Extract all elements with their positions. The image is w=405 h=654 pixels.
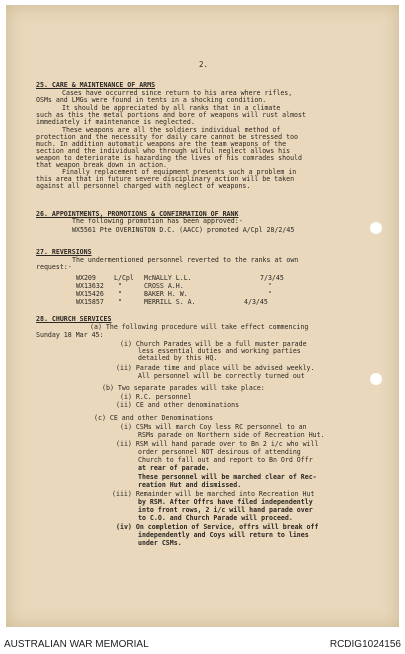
section-heading: 25. CARE & MAINTENANCE OF ARMS (36, 81, 156, 89)
table-cell: WX13632 (76, 282, 104, 290)
text-line: by RSM. After Offrs have filed independently (138, 498, 313, 506)
text-line: It should be appreciated by all ranks that in a climate (62, 104, 281, 112)
text-line: (iv) On completion of Service, offrs will break off (116, 523, 319, 531)
text-line: request:- (36, 263, 72, 271)
text-line: (i) R.C. personnel (120, 393, 192, 401)
text-line: reation Hut and dismissed. (138, 481, 242, 489)
text-line: These weapons are all the soldiers individual method of (62, 126, 281, 134)
text-line: OSMs and LMGs were found in tents in a shocking condition. (36, 96, 267, 104)
table-cell: BAKER H. W. (144, 290, 188, 298)
text-line: under CSMs. (138, 539, 182, 547)
text-line: less essential duties and working parties (138, 347, 301, 355)
table-cell: " (118, 298, 122, 306)
table-cell: WX15426 (76, 290, 104, 298)
text-line: Church to fall out and report to Bn Ord Offr (138, 456, 313, 464)
text-line: much. In addition automatic weapons are the team weapons of the (36, 140, 287, 148)
text-line: weapon to deteriorate is hazarding the lives of his comrades should (36, 154, 302, 162)
table-cell: " (268, 290, 272, 298)
text-line: (i) Church Parades will be a full muster parade (120, 340, 307, 348)
text-line: (b) Two separate parades will take place: (102, 384, 265, 392)
text-line: that weapon break down in action. (36, 161, 168, 169)
text-line: (ii) CE and other denominations (116, 401, 240, 409)
text-line: (c) CE and other Denominations (94, 414, 214, 422)
page-number: 2. (199, 60, 209, 69)
text-line: Sunday 18 Mar 45: (36, 331, 104, 339)
table-cell: McNALLY L.L. (144, 274, 192, 282)
text-line: into front rows, 2 i/c will hand parade over (138, 506, 313, 514)
text-line: (ii) RSM will hand parade over to Bn 2 i/c who will (116, 440, 319, 448)
section-heading: 26. APPOINTMENTS, PROMOTIONS & CONFIRMATION OF RANK (36, 210, 239, 218)
table-cell: L/Cpl (114, 274, 134, 282)
text-line: Cases have occurred since return to his area where rifles, (62, 89, 293, 97)
table-cell: CROSS A.H. (144, 282, 184, 290)
text-line: protection and the necessity for daily care cannot be stressed too (36, 133, 299, 141)
punch-hole (370, 222, 382, 234)
section-heading: 27. REVERSIONS (36, 248, 92, 256)
table-cell: " (118, 290, 122, 298)
table-cell: " (118, 282, 122, 290)
text-line: WX5561 Pte OVERINGTON D.C. (AACC) promoted A/Cpl 28/2/45 (72, 226, 295, 234)
footer-record-id: RCDIG1024156 (329, 639, 401, 650)
text-line: order personnel NOT desirous of attending (138, 448, 301, 456)
text-line: (a) The following procedure will take effect commencing (90, 323, 309, 331)
table-cell: 7/3/45 (260, 274, 284, 282)
document-page (6, 5, 399, 627)
text-line: detailed by this HQ. (138, 354, 218, 362)
section-heading: 28. CHURCH SERVICES (36, 315, 112, 323)
table-cell: WX15857 (76, 298, 104, 306)
text-line: (ii) Parade time and place will be advised weekly. (116, 364, 315, 372)
archive-footer (0, 637, 405, 654)
text-line: at rear of parade. (138, 464, 210, 472)
text-line: The undermentioned personnel reverted to the ranks at own (72, 256, 299, 264)
text-line: (i) CSMs will march Coy less RC personnel to an (120, 423, 307, 431)
text-line: to C.O. and Church Parade will proceed. (138, 514, 293, 522)
text-line: against all personnel charged with neglect of weapons. (36, 182, 251, 190)
text-line: The following promotion has been approved:- (72, 217, 243, 225)
table-cell: MERRILL S. A. (144, 298, 196, 306)
footer-source: AUSTRALIAN WAR MEMORIAL (4, 639, 149, 650)
text-line: (iii) Remainder will be marched into Recreation Hut (112, 490, 315, 498)
table-cell: WX209 (76, 274, 96, 282)
text-line: such as this the metal portions and bore of weapons will rust almost (36, 111, 306, 119)
table-cell: 4/3/45 (244, 298, 268, 306)
table-cell: " (268, 282, 272, 290)
text-line: These personnel will be marched clear of Rec- (138, 473, 317, 481)
text-line: section and the individual who through wilful neglect allows his (36, 147, 291, 155)
text-line: this area that in future severe disciplinary action will be taken (36, 175, 295, 183)
text-line: All personnel will be correctly turned out (138, 372, 305, 380)
text-line: Finally replacement of equipment presents such a problem in (62, 168, 297, 176)
text-line: independently and Coys will return to lines (138, 531, 309, 539)
text-line: immediately if maintenance is neglected. (36, 118, 195, 126)
text-line: RSMs parade on Northern side of Recreation Hut. (138, 431, 325, 439)
punch-hole (370, 373, 382, 385)
